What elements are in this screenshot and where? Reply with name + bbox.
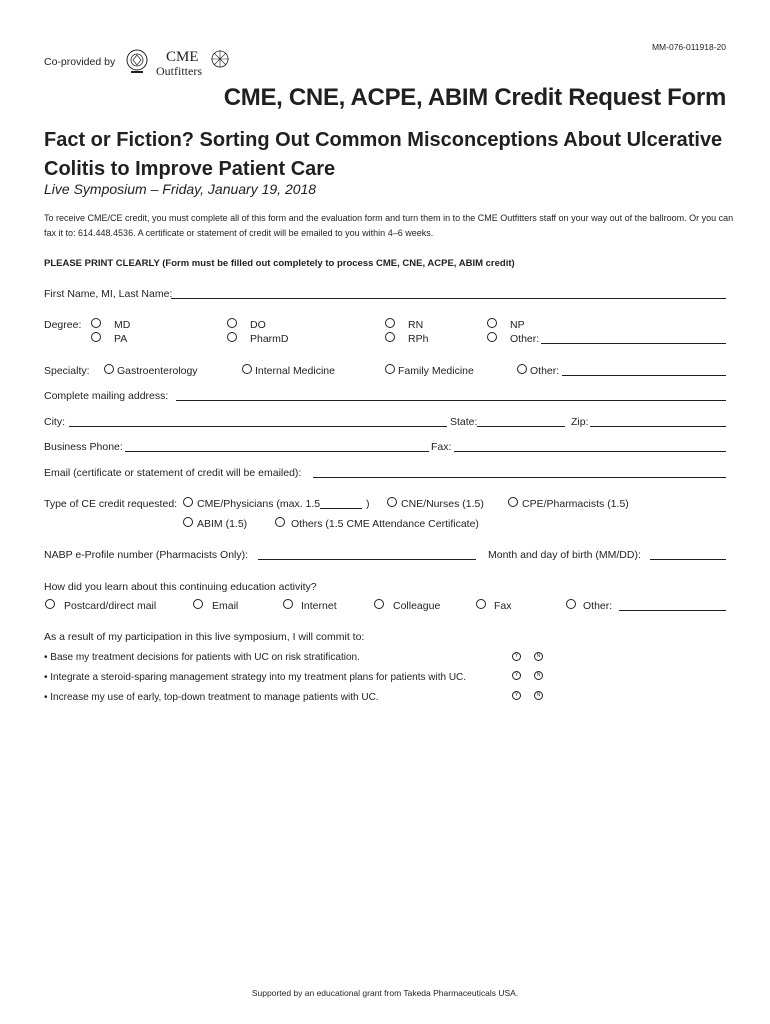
degree-do-radio[interactable] (227, 318, 237, 328)
commit-1-yes-radio[interactable]: Y (512, 652, 521, 661)
learn-other-field[interactable] (619, 610, 726, 611)
name-label: First Name, MI, Last Name: (44, 288, 173, 300)
learn-internet-radio[interactable] (283, 599, 293, 609)
state-field[interactable] (477, 426, 565, 427)
degree-other-label: Other: (510, 333, 540, 345)
ce-physicians-label: CME/Physicians (max. 1.5 (197, 498, 321, 510)
nabp-field[interactable] (258, 559, 476, 560)
learn-email-radio[interactable] (193, 599, 203, 609)
state-label: State: (450, 416, 478, 428)
footer-support: Supported by an educational grant from Takeda Pharmaceuticals USA. (251, 988, 519, 998)
city-field[interactable] (69, 426, 447, 427)
phone-label: Business Phone: (44, 441, 123, 453)
form-code: MM-076-011918-20 (651, 42, 726, 52)
degree-pa-radio[interactable] (91, 332, 101, 342)
commit-item-3: • Increase my use of early, top-down treatment to manage patients with UC. (44, 692, 379, 703)
fax-field[interactable] (454, 451, 726, 452)
degree-pharmd-radio[interactable] (227, 332, 237, 342)
learn-fax-label: Fax (494, 600, 512, 612)
intro-text: To receive CME/CE credit, you must complete all of this form and the evaluation form and turn them in to the CME Outfitters staff on your way out of the ballroom. Or you can fax it to: 614.448.4536. A certificate or statement of credit will be emailed to you within 4–6 weeks. (44, 213, 734, 238)
degree-md-label: MD (114, 319, 131, 331)
email-field[interactable] (313, 477, 726, 478)
cme-outfitters-logo (156, 47, 232, 79)
ce-physicians-close: ) (366, 498, 370, 510)
city-label: City: (44, 416, 65, 428)
degree-label: Degree: (44, 319, 82, 331)
learn-question: How did you learn about this continuing education activity? (44, 581, 317, 593)
ce-pharmacists-label: CPE/Pharmacists (1.5) (522, 498, 629, 510)
degree-rph-radio[interactable] (385, 332, 395, 342)
degree-other-field[interactable] (541, 343, 726, 344)
degree-np-label: NP (510, 319, 525, 331)
specialty-gastro-label: Gastroenterology (117, 365, 198, 377)
ce-nurses-label: CNE/Nurses (1.5) (401, 498, 484, 510)
fax-label: Fax: (431, 441, 452, 453)
degree-rn-radio[interactable] (385, 318, 395, 328)
commit-item-2: • Integrate a steroid-sparing management strategy into my treatment plans for patients with UC. (44, 672, 467, 683)
specialty-internal-radio[interactable] (242, 364, 252, 374)
learn-colleague-label: Colleague (393, 600, 441, 612)
ce-abim-radio[interactable] (183, 517, 193, 527)
zip-label: Zip: (571, 416, 589, 428)
specialty-family-label: Family Medicine (398, 365, 474, 377)
degree-pharmd-label: PharmD (250, 333, 289, 345)
commit-2-no-radio[interactable]: N (534, 671, 543, 680)
specialty-internal-label: Internal Medicine (255, 365, 335, 377)
commit-3-no-radio[interactable]: N (534, 691, 543, 700)
commit-1-no-radio[interactable]: N (534, 652, 543, 661)
learn-postcard-radio[interactable] (45, 599, 55, 609)
degree-pa-label: PA (114, 333, 128, 345)
learn-other-radio[interactable] (566, 599, 576, 609)
specialty-gastro-radio[interactable] (104, 364, 114, 374)
commit-3-yes-radio[interactable]: Y (512, 691, 521, 700)
nabp-label: NABP e-Profile number (Pharmacists Only): (44, 549, 249, 561)
form-title: CME, CNE, ACPE, ABIM Credit Request Form (223, 84, 726, 111)
degree-do-label: DO (250, 319, 266, 331)
learn-other-label: Other: (583, 600, 613, 612)
degree-md-radio[interactable] (91, 318, 101, 328)
ce-others-radio[interactable] (275, 517, 285, 527)
dob-field[interactable] (650, 559, 726, 560)
commit-intro: As a result of my participation in this live symposium, I will commit to: (44, 631, 365, 643)
specialty-family-radio[interactable] (385, 364, 395, 374)
degree-rn-label: RN (408, 319, 424, 331)
learn-postcard-label: Postcard/direct mail (64, 600, 157, 612)
event-date: Live Symposium – Friday, January 19, 2018 (44, 181, 317, 197)
ce-type-label: Type of CE credit requested: (44, 498, 178, 510)
dob-label: Month and day of birth (MM/DD): (488, 549, 641, 561)
learn-fax-radio[interactable] (476, 599, 486, 609)
address-label: Complete mailing address: (44, 390, 169, 402)
svg-text:Outfitters: Outfitters (156, 64, 202, 78)
learn-email-label: Email (212, 600, 239, 612)
name-field[interactable] (171, 298, 726, 299)
commit-2-yes-radio[interactable]: Y (512, 671, 521, 680)
degree-np-radio[interactable] (487, 318, 497, 328)
ce-others-label: Others (1.5 CME Attendance Certificate) (291, 518, 479, 530)
activity-title: Fact or Fiction? Sorting Out Common Misconceptions About Ulcerative Colitis to Improve Patient Care (44, 129, 723, 180)
commit-item-1: • Base my treatment decisions for patients with UC on risk stratification. (44, 652, 360, 663)
degree-rph-label: RPh (408, 333, 429, 345)
ce-abim-label: ABIM (1.5) (197, 518, 248, 530)
ce-nurses-radio[interactable] (387, 497, 397, 507)
specialty-other-radio[interactable] (517, 364, 527, 374)
phone-field[interactable] (125, 451, 429, 452)
learn-colleague-radio[interactable] (374, 599, 384, 609)
zip-field[interactable] (590, 426, 726, 427)
degree-other-radio[interactable] (487, 332, 497, 342)
ce-physicians-hours-field[interactable] (320, 508, 362, 509)
learn-internet-label: Internet (301, 600, 337, 612)
svg-text:CME: CME (166, 49, 199, 65)
coprovided-label: Co-provided by (44, 56, 116, 68)
specialty-label: Specialty: (44, 365, 90, 377)
specialty-other-label: Other: (530, 365, 560, 377)
ce-physicians-radio[interactable] (183, 497, 193, 507)
print-instruction: PLEASE PRINT CLEARLY (Form must be filled out completely to process CME, CNE, ACPE, ABIM credit) (44, 258, 515, 269)
address-field[interactable] (176, 400, 726, 401)
university-seal-logo (124, 48, 150, 74)
email-label: Email (certificate or statement of credit will be emailed): (44, 467, 302, 479)
specialty-other-field[interactable] (562, 375, 726, 376)
ce-pharmacists-radio[interactable] (508, 497, 518, 507)
